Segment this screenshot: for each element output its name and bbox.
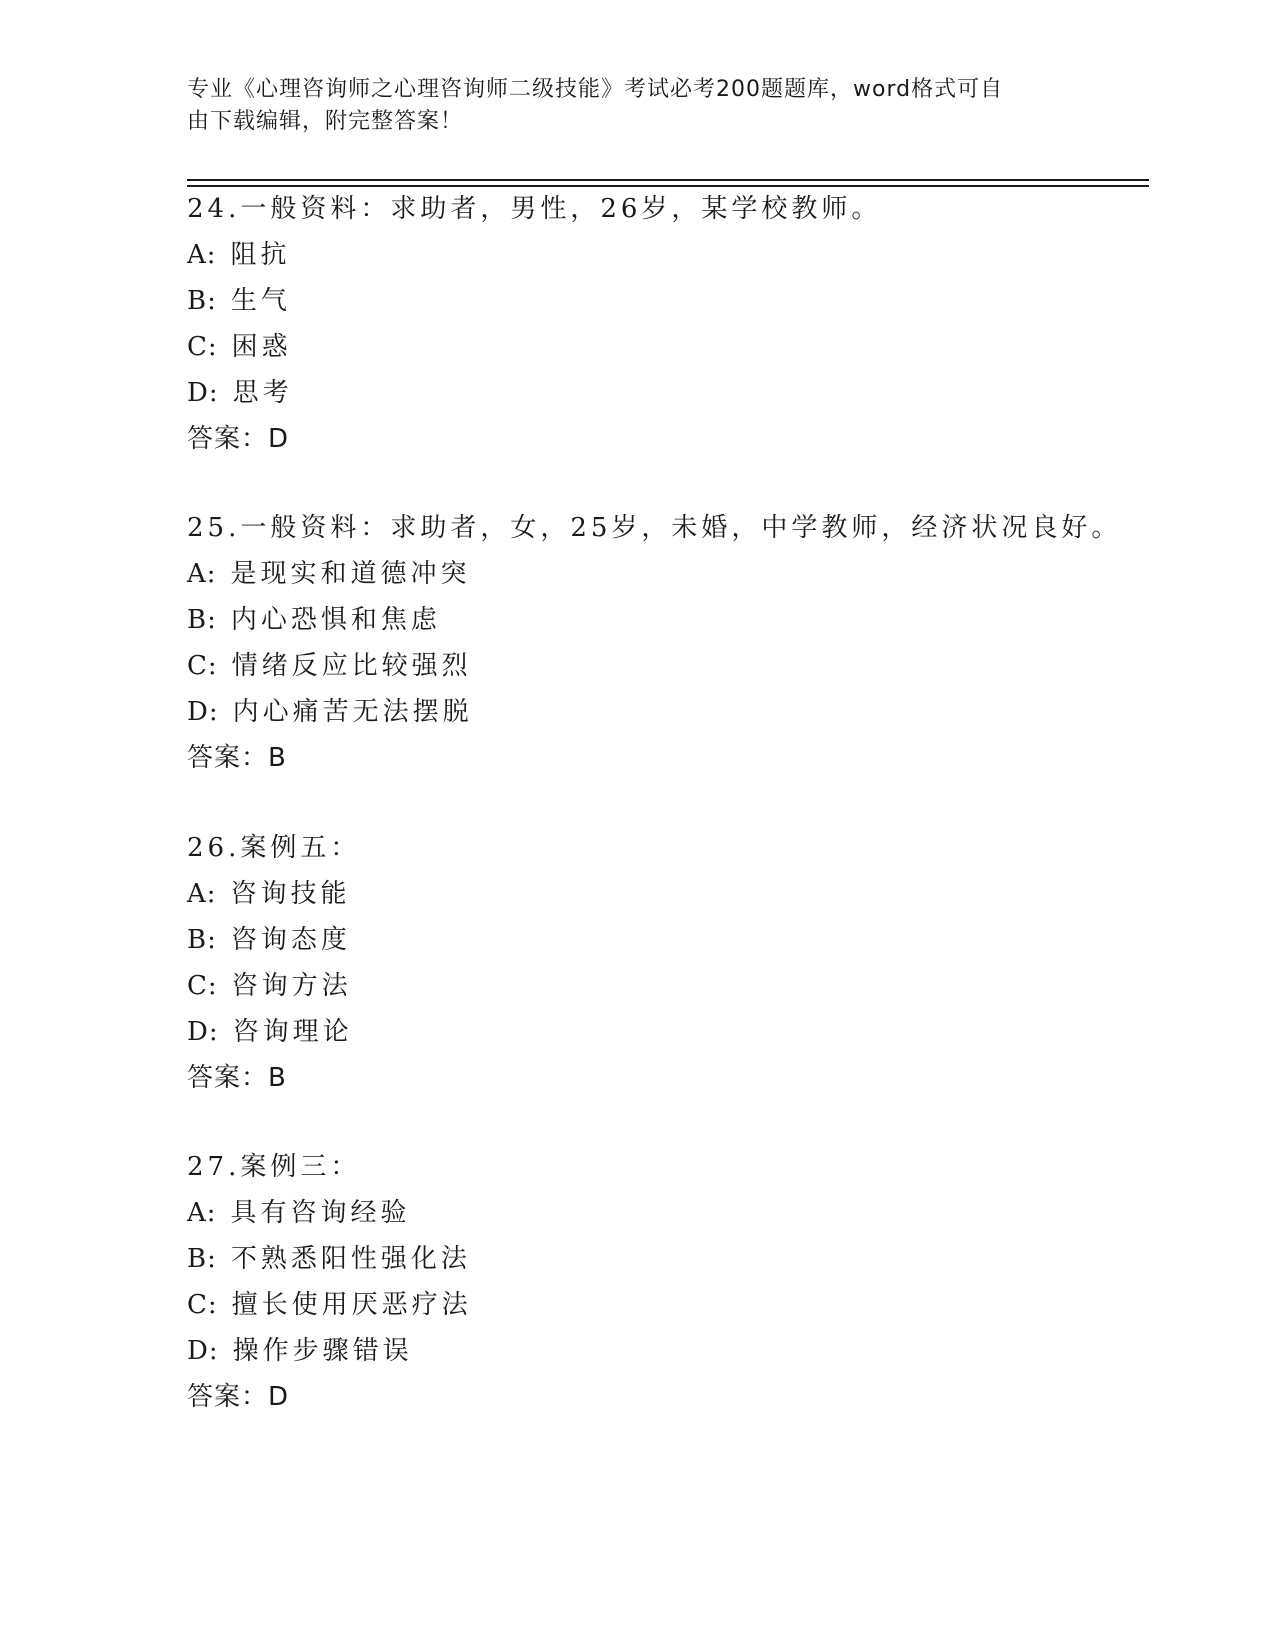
option-d	[187, 1009, 1147, 1055]
option-c	[187, 324, 1147, 370]
option-text: 困惑	[231, 332, 292, 362]
option-letter: D:	[187, 1336, 219, 1366]
option-letter: C:	[187, 332, 218, 362]
option-text: 咨询态度	[230, 925, 351, 955]
question-title: 24.一般资料：求助者，男性，26岁，某学校教师。	[187, 194, 882, 224]
option-letter: C:	[187, 651, 218, 681]
question-title: 25.一般资料：求助者，女，25岁，未婚，中学教师，经济状况良好。	[187, 513, 1122, 543]
question-title: 27.案例三：	[187, 1152, 361, 1182]
option-d	[187, 1328, 1147, 1374]
option-c	[187, 1282, 1147, 1328]
option-a	[187, 232, 1147, 278]
option-text: 生气	[230, 286, 291, 316]
header-line-1: 专业《心理咨询师之心理咨询师二级技能》考试必考200题题库，word格式可自	[187, 77, 1004, 102]
option-text: 咨询方法	[231, 971, 352, 1001]
document-header	[187, 74, 1067, 138]
option-a	[187, 551, 1147, 597]
option-text: 内心痛苦无法摆脱	[232, 697, 473, 727]
option-letter: D:	[187, 1017, 219, 1047]
option-letter: B:	[187, 286, 217, 316]
option-letter: D:	[187, 378, 219, 408]
option-letter: D:	[187, 697, 219, 727]
option-text: 阻抗	[230, 240, 291, 270]
option-letter: C:	[187, 971, 218, 1001]
option-b	[187, 597, 1147, 643]
option-text: 具有咨询经验	[230, 1198, 411, 1228]
option-a	[187, 1190, 1147, 1236]
option-b	[187, 278, 1147, 324]
option-c	[187, 963, 1147, 1009]
option-letter: A:	[187, 240, 217, 270]
answer-text: 答案：B	[187, 1063, 287, 1093]
question-24	[187, 186, 1147, 462]
option-d	[187, 370, 1147, 416]
option-text: 咨询理论	[232, 1017, 353, 1047]
answer-text: 答案：B	[187, 743, 287, 773]
option-text: 内心恐惧和焦虑	[230, 605, 441, 635]
option-text: 情绪反应比较强烈	[231, 651, 472, 681]
option-c	[187, 643, 1147, 689]
option-letter: B:	[187, 1244, 217, 1274]
option-letter: A:	[187, 1198, 217, 1228]
answer-text: 答案：D	[187, 424, 290, 454]
option-letter: A:	[187, 559, 217, 589]
question-25	[187, 505, 1147, 781]
option-text: 擅长使用厌恶疗法	[231, 1290, 472, 1320]
question-26	[187, 825, 1147, 1101]
option-letter: B:	[187, 925, 217, 955]
option-text: 操作步骤错误	[232, 1336, 413, 1366]
header-divider-top	[187, 179, 1149, 181]
option-a	[187, 871, 1147, 917]
question-title: 26.案例五：	[187, 833, 361, 863]
header-line-2: 由下载编辑，附完整答案！	[187, 109, 464, 134]
option-text: 咨询技能	[230, 879, 351, 909]
answer-text: 答案：D	[187, 1382, 290, 1412]
option-text: 是现实和道德冲突	[230, 559, 471, 589]
option-letter: C:	[187, 1290, 218, 1320]
option-letter: A:	[187, 879, 217, 909]
option-b	[187, 917, 1147, 963]
option-d	[187, 689, 1147, 735]
question-27	[187, 1144, 1147, 1420]
option-text: 不熟悉阳性强化法	[230, 1244, 471, 1274]
option-text: 思考	[232, 378, 293, 408]
option-letter: B:	[187, 605, 217, 635]
option-b	[187, 1236, 1147, 1282]
